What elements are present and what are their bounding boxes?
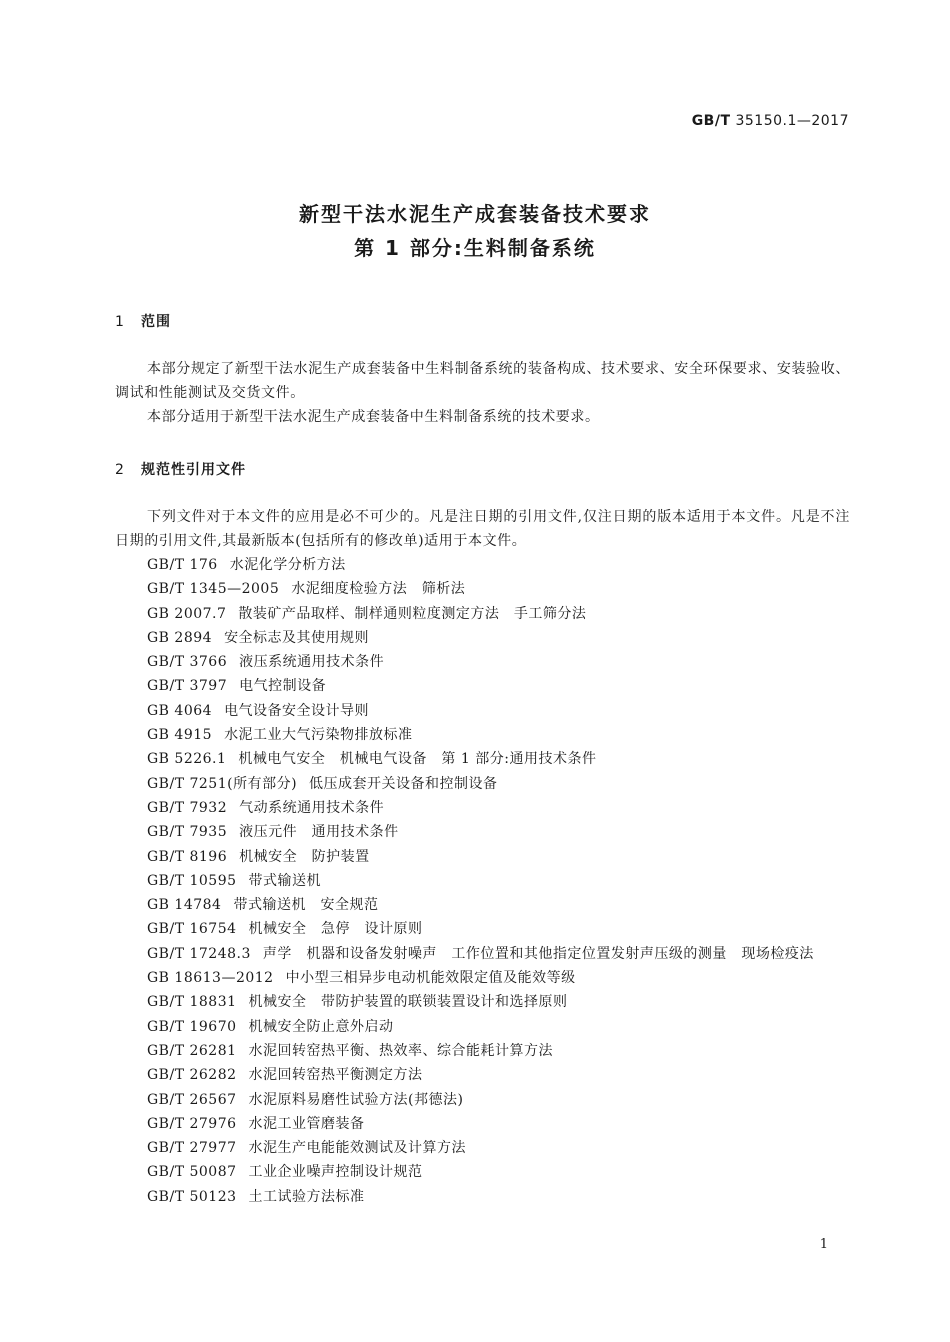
reference-item	[115, 1112, 850, 1136]
reference-code: GB 14784	[147, 897, 222, 914]
reference-code: GB/T 7251(所有部分)	[147, 775, 298, 792]
document-title: 新型干法水泥生产成套装备技术要求	[299, 202, 651, 226]
paragraph: 本部分适用于新型干法水泥生产成套装备中生料制备系统的技术要求。	[147, 409, 600, 425]
references-intro	[115, 505, 850, 553]
reference-item	[115, 966, 850, 990]
reference-code: GB/T 27977	[147, 1140, 237, 1157]
reference-code: GB/T 18831	[147, 994, 237, 1011]
standard-code: 35150.1—2017	[735, 113, 849, 129]
reference-item	[115, 723, 850, 747]
section-number: 1	[115, 314, 125, 330]
reference-item	[115, 699, 850, 723]
reference-code: GB/T 8196	[147, 848, 228, 865]
reference-title: 水泥化学分析方法	[229, 557, 346, 573]
reference-title: 中小型三相异步电动机能效限定值及能效等级	[285, 970, 576, 987]
reference-code: GB/T 19670	[147, 1018, 237, 1035]
reference-code: GB/T 3797	[147, 678, 228, 695]
reference-title: 带式输送机 安全规范	[233, 897, 379, 914]
reference-title: 声学 机器和设备发射噪声 工作位置和其他指定位置发射声压级的测量 现场检疫法	[262, 945, 814, 962]
reference-item	[115, 1015, 850, 1039]
reference-item	[115, 1185, 850, 1209]
reference-code: GB/T 26567	[147, 1091, 237, 1108]
reference-item	[115, 602, 850, 626]
standard-number	[692, 113, 849, 129]
section-title: 规范性引用文件	[141, 462, 246, 478]
reference-code: GB/T 7935	[147, 824, 228, 841]
reference-code: GB 2007.7	[147, 605, 227, 622]
reference-item	[115, 820, 850, 844]
reference-title: 气动系统通用技术条件	[239, 799, 385, 816]
reference-code: GB/T 26281	[147, 1042, 237, 1059]
standard-prefix: GB/T	[691, 113, 731, 129]
reference-title: 电气控制设备	[239, 678, 327, 695]
reference-title: 低压成套开关设备和控制设备	[309, 775, 498, 792]
reference-item	[115, 772, 850, 796]
reference-item	[115, 845, 850, 869]
reference-code: GB 4064	[147, 702, 213, 719]
reference-item	[115, 893, 850, 917]
reference-item	[115, 553, 850, 577]
reference-title: 水泥原料易磨性试验方法(邦德法)	[248, 1091, 464, 1108]
reference-item	[115, 1063, 850, 1087]
reference-title: 水泥工业大气污染物排放标准	[224, 727, 413, 744]
reference-code: GB 5226.1	[147, 751, 227, 768]
reference-code: GB 2894	[147, 629, 213, 646]
reference-title: 水泥细度检验方法 筛析法	[291, 581, 466, 598]
reference-item	[115, 674, 850, 698]
reference-code: GB/T 50087	[147, 1164, 237, 1181]
reference-item	[115, 577, 850, 601]
reference-code: GB/T 7932	[147, 799, 228, 816]
reference-title: 安全标志及其使用规则	[224, 629, 370, 646]
document-subtitle: 第 1 部分:生料制备系统	[354, 236, 596, 260]
page-number: 1	[819, 1237, 828, 1252]
reference-code: GB/T 1345—2005	[147, 581, 280, 598]
reference-item	[115, 917, 850, 941]
reference-title: 水泥回转窑热平衡测定方法	[248, 1067, 423, 1084]
reference-title: 水泥生产电能能效测试及计算方法	[248, 1140, 467, 1157]
reference-item	[115, 990, 850, 1014]
reference-code: GB/T 50123	[147, 1188, 237, 1205]
paragraph: 下列文件对于本文件的应用是必不可少的。凡是注日期的引用文件,仅注日期的版本适用于本文件。凡是不注日期的引用文件,其最新版本(包括所有的修改单)适用于本文件。	[115, 509, 850, 549]
paragraph: 本部分规定了新型干法水泥生产成套装备中生料制备系统的装备构成、技术要求、安全环保要求、安装验收、调试和性能测试及交货文件。	[115, 361, 850, 401]
section-heading-scope	[115, 311, 171, 331]
reference-item	[115, 1160, 850, 1184]
reference-item	[115, 650, 850, 674]
reference-item	[115, 626, 850, 650]
reference-title: 水泥回转窑热平衡、热效率、综合能耗计算方法	[248, 1042, 554, 1059]
reference-code: GB 18613—2012	[147, 970, 274, 987]
reference-code: GB/T 176	[147, 557, 218, 573]
reference-code: GB/T 17248.3	[147, 945, 251, 962]
reference-title: 液压元件 通用技术条件	[239, 824, 399, 841]
reference-item	[115, 796, 850, 820]
reference-list	[115, 553, 850, 1209]
reference-title: 机械安全 防护装置	[239, 848, 370, 865]
reference-title: 机械安全防止意外启动	[248, 1018, 394, 1035]
reference-title: 散装矿产品取样、制样通则粒度测定方法 手工筛分法	[238, 605, 587, 622]
reference-item	[115, 942, 850, 966]
reference-code: GB/T 3766	[147, 654, 228, 671]
reference-title: 带式输送机	[248, 872, 322, 889]
reference-title: 电气设备安全设计导则	[224, 702, 370, 719]
reference-title: 水泥工业管磨装备	[248, 1115, 365, 1132]
section-number: 2	[115, 462, 125, 478]
section-title: 范围	[141, 314, 171, 330]
reference-code: GB/T 16754	[147, 921, 237, 938]
reference-item	[115, 1088, 850, 1112]
reference-code: GB/T 10595	[147, 872, 237, 889]
scope-body	[115, 357, 850, 429]
reference-code: GB/T 27976	[147, 1115, 237, 1132]
section-heading-normative-references	[115, 459, 246, 479]
reference-item	[115, 1136, 850, 1160]
reference-title: 土工试验方法标准	[248, 1188, 365, 1205]
reference-item	[115, 747, 850, 771]
reference-item	[115, 1039, 850, 1063]
reference-title: 机械安全 带防护装置的联锁装置设计和选择原则	[248, 994, 568, 1011]
reference-title: 机械电气安全 机械电气设备 第 1 部分:通用技术条件	[238, 751, 597, 768]
reference-item	[115, 869, 850, 893]
reference-code: GB 4915	[147, 727, 213, 744]
reference-code: GB/T 26282	[147, 1067, 237, 1084]
reference-title: 工业企业噪声控制设计规范	[248, 1164, 423, 1181]
reference-title: 机械安全 急停 设计原则	[248, 921, 423, 938]
reference-title: 液压系统通用技术条件	[239, 654, 385, 671]
